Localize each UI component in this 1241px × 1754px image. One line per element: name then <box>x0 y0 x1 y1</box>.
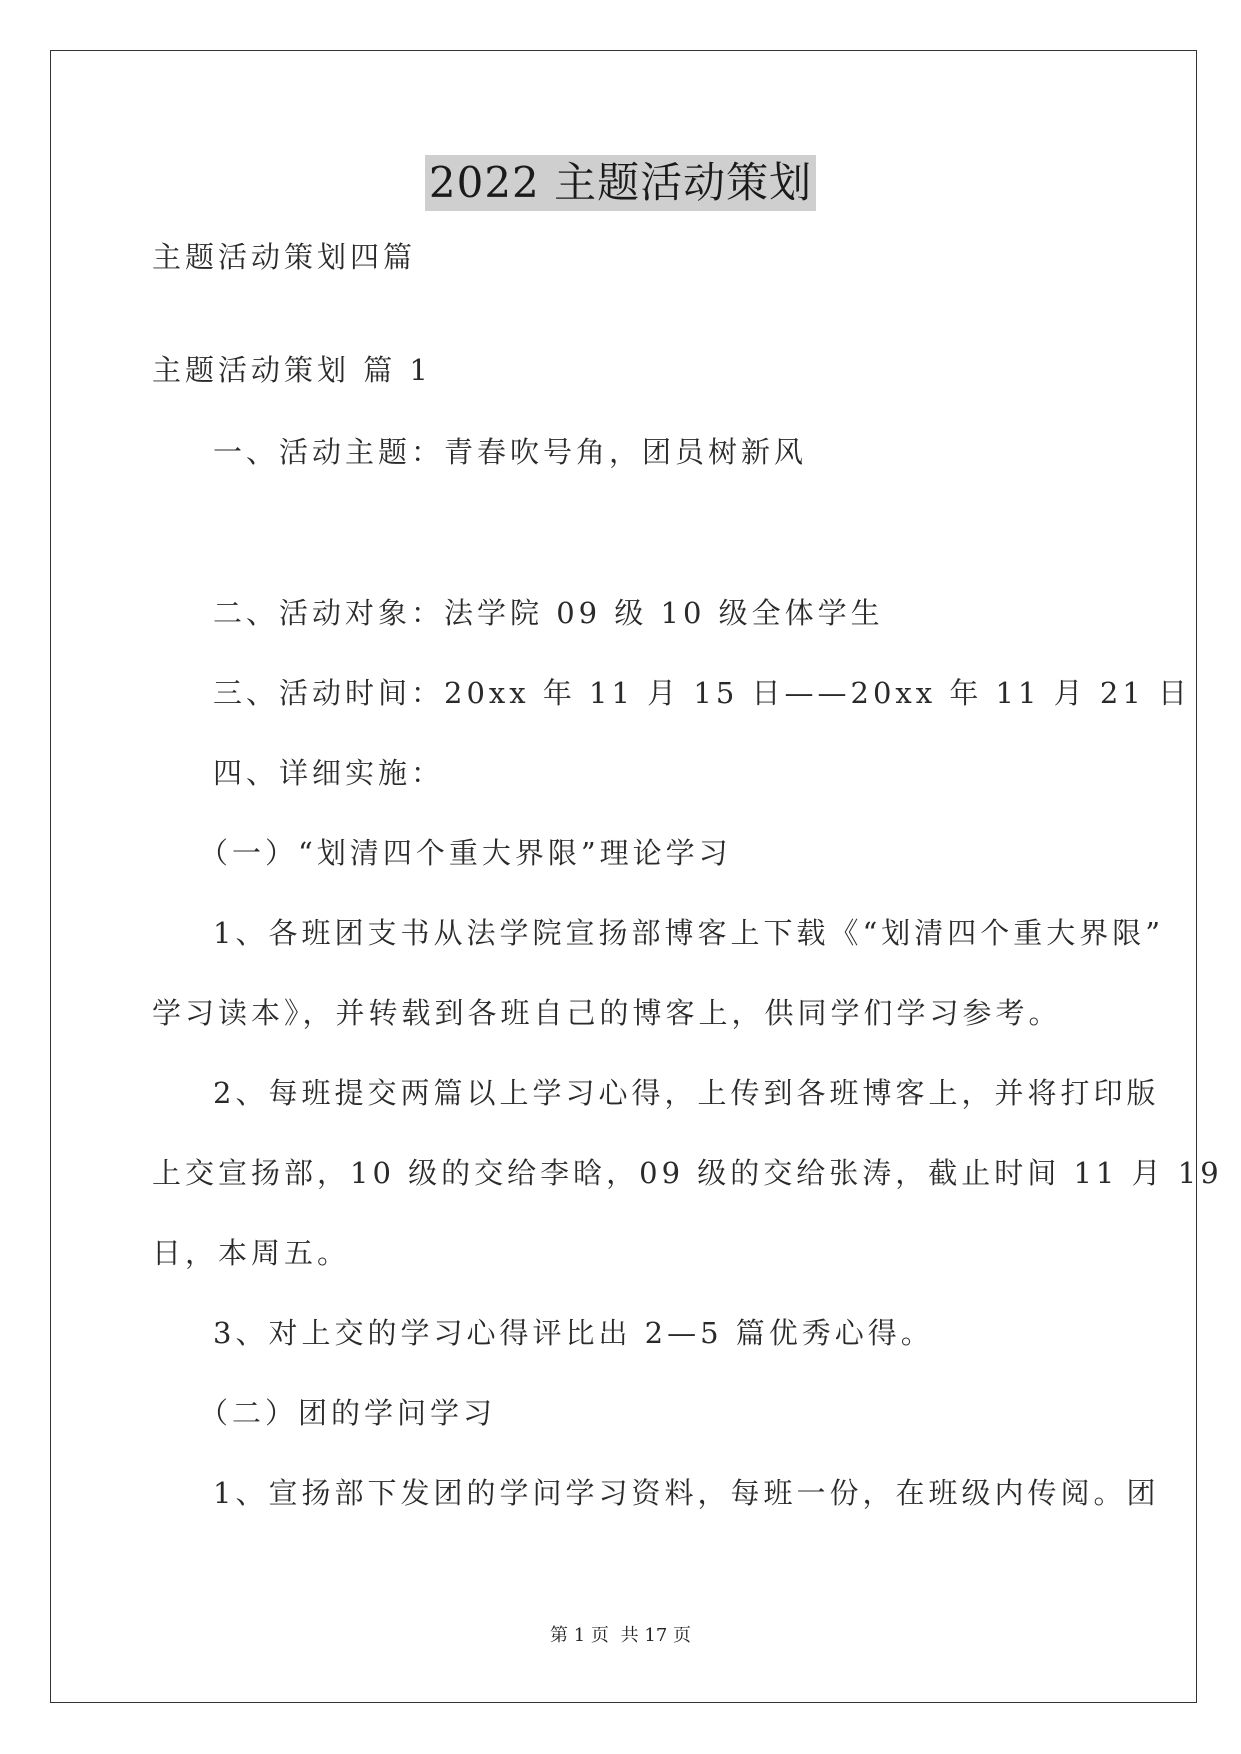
paragraph-line: 1、宣扬部下发团的学问学习资料，每班一份，在班级内传阅。团 <box>213 1476 1160 1510</box>
paragraph-line: 四、详细实施： <box>213 756 445 790</box>
paragraph-line: 学习读本》，并转载到各班自己的博客上，供同学们学习参考。 <box>152 996 1062 1030</box>
document-title: 2022 主题活动策划 <box>425 155 816 211</box>
page-number: 第 1 页 <box>550 1625 609 1646</box>
page-border <box>50 50 1197 1703</box>
paragraph-line: 一、活动主题：青春吹号角，团员树新风 <box>213 435 808 469</box>
subsection-heading: （二）团的学问学习 <box>199 1396 497 1430</box>
paragraph-line: 3、对上交的学习心得评比出 2—5 篇优秀心得。 <box>213 1316 934 1350</box>
page-total: 共 17 页 <box>620 1625 691 1646</box>
title-container <box>0 155 1241 211</box>
paragraph-line: 二、活动对象：法学院 09 级 10 级全体学生 <box>213 596 884 630</box>
page-footer <box>0 1624 1241 1648</box>
paragraph-line: 日，本周五。 <box>152 1236 351 1270</box>
subsection-heading: （一）“划清四个重大界限”理论学习 <box>199 836 732 870</box>
paragraph-line: 三、活动时间：20xx 年 11 月 15 日——20xx 年 11 月 21 日 <box>213 676 1192 710</box>
section-heading: 主题活动策划 篇 1 <box>152 353 432 387</box>
paragraph-line: 1、各班团支书从法学院宣扬部博客上下载《“划清四个重大界限” <box>213 916 1165 950</box>
paragraph-line: 2、每班提交两篇以上学习心得，上传到各班博客上，并将打印版 <box>213 1076 1160 1110</box>
paragraph-line: 上交宣扬部，10 级的交给李晗，09 级的交给张涛，截止时间 11 月 19 <box>152 1156 1223 1190</box>
subtitle-line: 主题活动策划四篇 <box>152 240 417 274</box>
